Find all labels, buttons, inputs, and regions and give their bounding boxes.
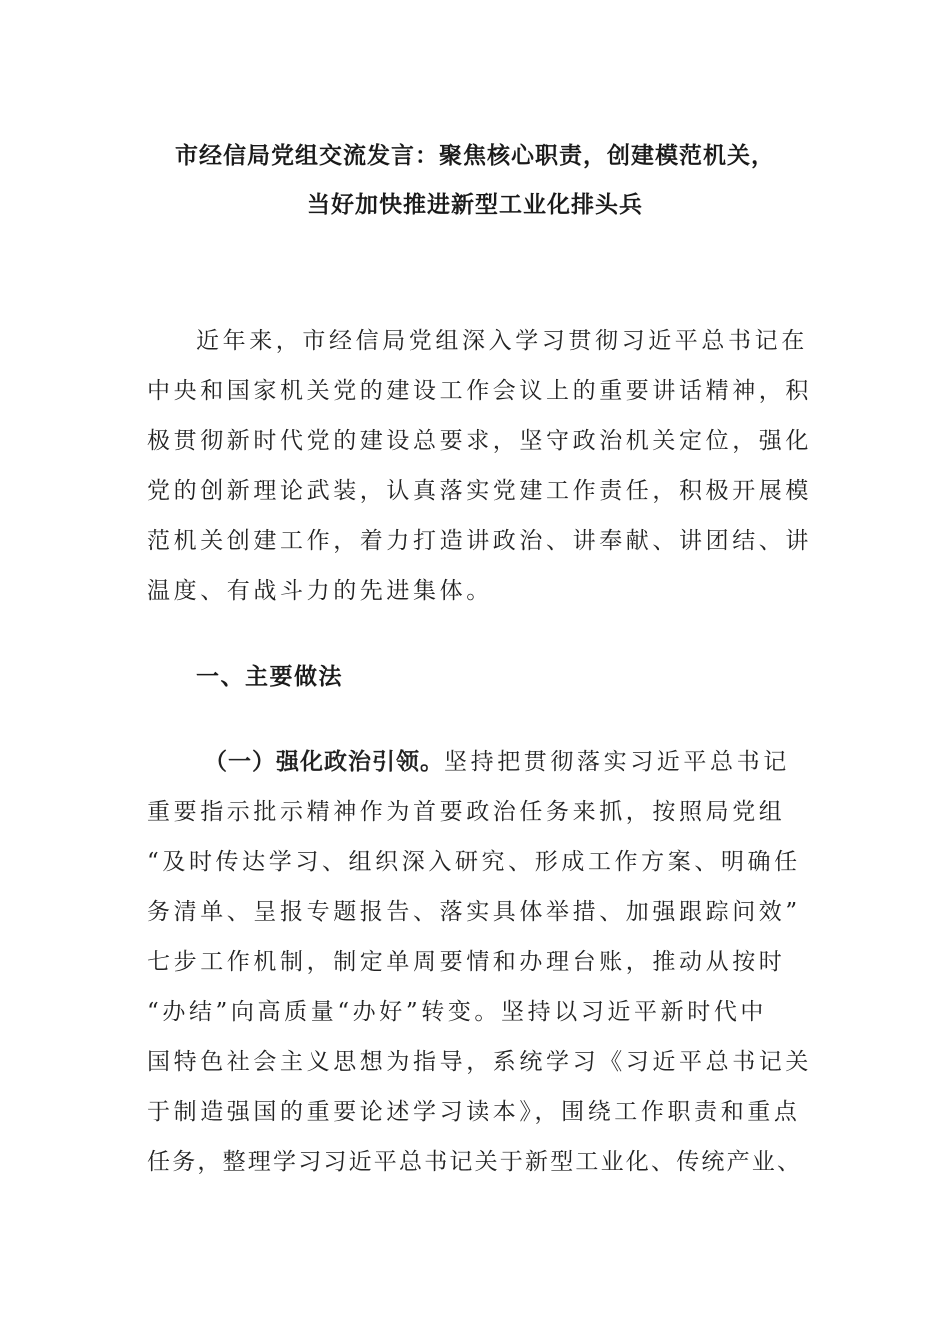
body-paragraph-line: 任务，整理学习习近平总书记关于新型工业化、传统产业、 (147, 1149, 803, 1175)
subsection-lead-text: 坚持把贯彻落实习近平总书记 (444, 749, 790, 775)
body-paragraph-line: 务清单、呈报专题报告、落实具体举措、加强跟踪问效” (147, 899, 801, 925)
intro-paragraph-line: 党的创新理论武装，认真落实党建工作责任，积极开展模 (147, 478, 812, 504)
section-heading: 一、主要做法 (196, 664, 343, 690)
document-title-line-2: 当好加快推进新型工业化排头兵 (307, 192, 643, 218)
body-paragraph-line: 七步工作机制，制定单周要情和办理台账，推动从按时 (147, 949, 786, 975)
body-paragraph-line: “及时传达学习、组织深入研究、形成工作方案、明确任 (147, 849, 801, 875)
body-paragraph-line: 于制造强国的重要论述学习读本》，围绕工作职责和重点 (147, 1099, 801, 1125)
intro-paragraph-line: 中央和国家机关党的建设工作会议上的重要讲话精神，积 (147, 378, 812, 404)
intro-paragraph-line: 温度、有战斗力的先进集体。 (147, 578, 493, 604)
body-paragraph-line: 国特色社会主义思想为指导，系统学习《习近平总书记关 (147, 1049, 812, 1075)
body-paragraph-line: “办结”向高质量“办好”转变。坚持以习近平新时代中 (147, 999, 768, 1025)
intro-paragraph-line: 极贯彻新时代党的建设总要求，坚守政治机关定位，强化 (147, 428, 812, 454)
document-title-line-1: 市经信局党组交流发言：聚焦核心职责，创建模范机关， (175, 143, 775, 169)
intro-paragraph-line: 近年来，市经信局党组深入学习贯彻习近平总书记在 (196, 328, 808, 354)
intro-paragraph-line: 范机关创建工作，着力打造讲政治、讲奉献、讲团结、讲 (147, 528, 812, 554)
subsection-title: （一）强化政治引领。 (204, 749, 444, 775)
subsection-lead-line (204, 743, 790, 776)
body-paragraph-line: 重要指示批示精神作为首要政治任务来抓，按照局党组 (147, 799, 786, 825)
